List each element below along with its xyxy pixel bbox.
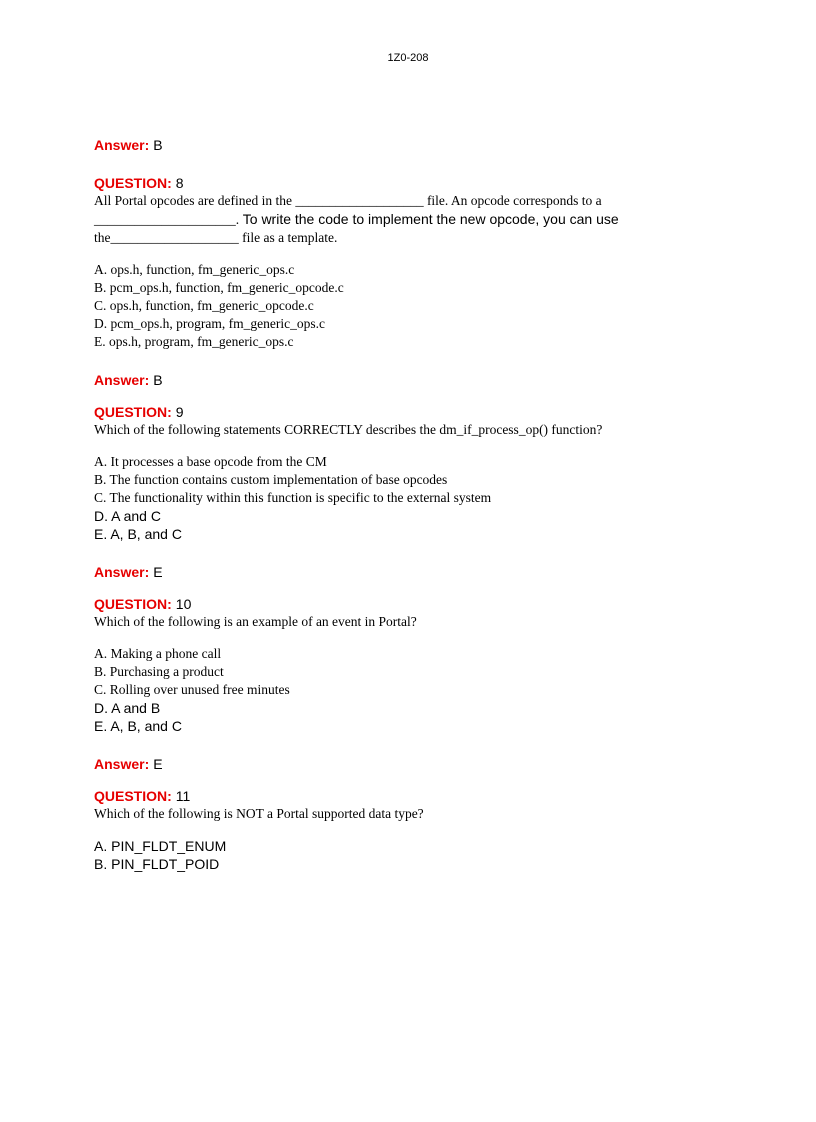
- option-item: A. PIN_FLDT_ENUM: [94, 838, 227, 854]
- question-number: 8: [175, 175, 184, 191]
- options-list-9: [94, 453, 734, 507]
- option-item: D. A and C: [94, 508, 161, 524]
- question-number: 11: [175, 788, 191, 804]
- question-text-9: Which of the following statements CORRECTLY describes the dm_if_process_op() function?: [94, 422, 603, 437]
- question-heading-9: [94, 404, 734, 421]
- answer-label: Answer:: [94, 564, 150, 580]
- option-item: E. A, B, and C: [94, 526, 182, 542]
- question-number: 10: [175, 596, 192, 612]
- document-body: [94, 136, 734, 873]
- option-item: A. It processes a base opcode from the CM: [94, 454, 327, 469]
- answer-value: E: [153, 756, 163, 772]
- question-heading-8: [94, 175, 734, 192]
- question-text-11: Which of the following is NOT a Portal supported data type?: [94, 806, 424, 821]
- question-heading-10: [94, 596, 734, 613]
- question-label: QUESTION:: [94, 404, 172, 420]
- option-item: E. ops.h, program, fm_generic_ops.c: [94, 334, 294, 349]
- question-text-part-3: the___________________ file as a template.: [94, 230, 338, 245]
- option-item: B. Purchasing a product: [94, 664, 224, 679]
- answer-value: B: [153, 137, 163, 153]
- question-number: 9: [175, 404, 184, 420]
- option-item: D. pcm_ops.h, program, fm_generic_ops.c: [94, 316, 325, 331]
- option-item: A. Making a phone call: [94, 646, 222, 661]
- question-label: QUESTION:: [94, 596, 172, 612]
- question-label: QUESTION:: [94, 175, 172, 191]
- options-list-8: [94, 261, 734, 351]
- option-item: C. ops.h, function, fm_generic_opcode.c: [94, 298, 314, 313]
- question-text-part-2: To write the code to implement the new opcode, you can use: [239, 211, 619, 227]
- option-item: A. ops.h, function, fm_generic_ops.c: [94, 262, 295, 277]
- question-text-8: [94, 192, 734, 247]
- answer-label: Answer:: [94, 137, 150, 153]
- options-list-11: [94, 837, 734, 873]
- option-item: B. pcm_ops.h, function, fm_generic_opcode.c: [94, 280, 344, 295]
- option-item: C. The functionality within this function is specific to the external system: [94, 490, 492, 505]
- answer-label: Answer:: [94, 372, 150, 388]
- answer-label: Answer:: [94, 756, 150, 772]
- question-text-part-1: All Portal opcodes are defined in the ___________________ file. An opcode corresponds to a _____________________.: [94, 193, 602, 227]
- options-list-9-combined: [94, 507, 734, 543]
- options-list-10: [94, 645, 734, 699]
- option-item: B. The function contains custom implementation of base opcodes: [94, 472, 448, 487]
- option-item: B. PIN_FLDT_POID: [94, 856, 220, 872]
- answer-line-q8: [94, 371, 734, 390]
- answer-line-q9: [94, 563, 734, 582]
- question-label: QUESTION:: [94, 788, 172, 804]
- option-item: E. A, B, and C: [94, 718, 182, 734]
- option-item: D. A and B: [94, 700, 161, 716]
- answer-value: B: [153, 372, 163, 388]
- options-list-10-combined: [94, 699, 734, 735]
- option-item: C. Rolling over unused free minutes: [94, 682, 290, 697]
- question-text-10: Which of the following is an example of an event in Portal?: [94, 614, 417, 629]
- answer-line-q7: [94, 136, 734, 155]
- answer-line-q10: [94, 755, 734, 774]
- answer-value: E: [153, 564, 163, 580]
- page-header-code: 1Z0-208: [387, 52, 429, 64]
- question-heading-11: [94, 788, 734, 805]
